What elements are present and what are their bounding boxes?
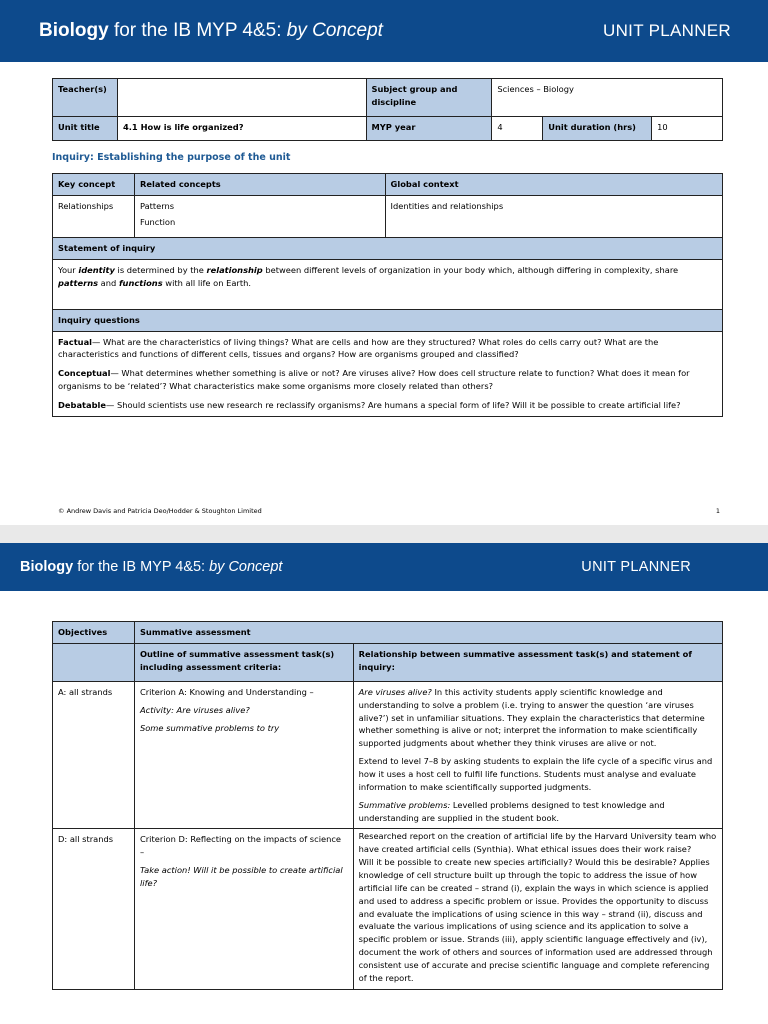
criterion-a: Criterion A: Knowing and Understanding – (139, 686, 314, 697)
unit-title-label: Unit title (53, 117, 118, 141)
global-context-value: Identities and relationships (385, 195, 722, 237)
extend-level-text: Extend to level 7–8 by asking students to explain the life cycle of a specific virus and how it uses a host cell to fulfil life functions. Students must analyse and evaluate information to make scientifically supported judgments. (358, 756, 713, 792)
book-title: Biology for the IB MYP 4&5: by Concept (20, 559, 283, 575)
criterion-d-outline (134, 829, 353, 989)
book-title: Biology for the IB MYP 4&5: by Concept (39, 20, 383, 41)
global-context-label: Global context (385, 174, 722, 196)
unit-duration-label: Unit duration (hrs) (543, 117, 652, 141)
inquiry-table (52, 173, 723, 417)
criterion-d: Criterion D: Reflecting on the impacts of science – (139, 834, 342, 858)
debatable-question: Debatable— Should scientists use new research re reclassify organisms? Are humans a special form of life? Will it be possible to create artificial life? (58, 400, 681, 411)
unit-duration-value: 10 (652, 117, 723, 141)
relationship-label: Relationship between summative assessment task(s) and statement of inquiry: (353, 643, 722, 681)
report-text: Researched report on the creation of artificial life by the Harvard University team who have created artificial cells (Synthia). What ethical issues does their work raise? (358, 831, 717, 855)
objective-d: D: all strands (53, 829, 135, 989)
objectives-label: Objectives (53, 622, 135, 644)
viruses-activity-text: Are viruses alive? In this activity students apply scientific knowledge and understanding to solve a problem (i.e. trying to answer the question ‘are viruses alive?’) set in unfamiliar situations. They explain the characteristics that determine whether something is alive or not; interpret the information to make scientifically supported judgments about whether they think viruses are alive or not. (358, 686, 705, 749)
related-concept-function: Function (139, 216, 176, 227)
inquiry-questions-text (53, 331, 723, 416)
summative-problems-text: Summative problems: Levelled problems designed to test knowledge and understanding are supplied in the student book. (358, 799, 665, 823)
inquiry-questions-label: Inquiry questions (53, 309, 723, 331)
teacher-label: Teacher(s) (53, 79, 118, 117)
related-concepts-label: Related concepts (134, 174, 385, 196)
unit-planner-label: UNIT PLANNER (603, 21, 731, 40)
artificial-species-text: Will it be possible to create new species artificially? Would this be desirable? Applies knowledge of cell structure built up through the topic to address the issue of how artificial life can be created – strand (i), explain the ways in which science is applied and used to address a specific problem or issue. Provides the opportunity to discuss and evaluate the implications of using science in this way – strand (ii), discuss and evaluate the various implications of using science and its application to solve a specific problem or issue. Strands (iii), apply scientific language effectively and (iv), document the work of others and sources of information used are addressed through consistent use of accurate and precise scientific language and complete referencing of the report. (358, 857, 713, 983)
key-concept-label: Key concept (53, 174, 135, 196)
summative-assessment-label: Summative assessment (134, 622, 722, 644)
copyright: © Andrew Davis and Patricia Deo/Hodder & Stoughton Limited (58, 507, 262, 515)
unit-planner-label: UNIT PLANNER (581, 559, 691, 575)
page-separator (0, 525, 768, 543)
criterion-d-relationship (353, 829, 722, 989)
outline-label: Outline of summative assessment task(s) including assessment criteria: (134, 643, 353, 681)
objectives-blank (53, 643, 135, 681)
assessment-table (52, 621, 723, 990)
key-concept-value: Relationships (53, 195, 135, 237)
related-concept-patterns: Patterns (139, 200, 175, 211)
page2-header-banner (0, 543, 768, 591)
statement-of-inquiry-label: Statement of inquiry (53, 237, 723, 259)
unit-title-value: 4.1 How is life organized? (117, 117, 366, 141)
unit-info-table (52, 78, 723, 141)
myp-year-value: 4 (492, 117, 543, 141)
related-concepts-value (134, 195, 385, 237)
factual-question: Factual— What are the characteristics of living things? What are cells and how are they structured? What roles do cells carry out? What are the characteristics and functions of different cells, tissues and organs? How are organisms grouped and classified? (58, 336, 659, 360)
objective-a: A: all strands (53, 681, 135, 829)
criterion-a-outline (134, 681, 353, 829)
activity-viruses: Activity: Are viruses alive? (139, 704, 250, 715)
page-footer (58, 507, 720, 515)
page1-header-banner (0, 0, 768, 62)
statement-of-inquiry-text: Your identity is determined by the relationship between different levels of organization in your body which, although differing in complexity, share patterns and functions with all life on Earth. (53, 259, 723, 309)
inquiry-heading: Inquiry: Establishing the purpose of the unit (52, 152, 291, 163)
subject-value: Sciences – Biology (492, 79, 723, 117)
teacher-value (117, 79, 366, 117)
conceptual-question: Conceptual— What determines whether something is alive or not? Are viruses alive? How does cell structure relate to function? What does it mean for organisms to be ‘related’? What characteristics make some organisms more closely related than others? (58, 368, 690, 392)
myp-year-label: MYP year (366, 117, 492, 141)
take-action: Take action! Will it be possible to create artificial life? (139, 865, 343, 889)
subject-label: Subject group and discipline (366, 79, 492, 117)
page-number: 1 (715, 507, 720, 515)
criterion-a-relationship (353, 681, 722, 829)
summative-problems: Some summative problems to try (139, 722, 280, 733)
